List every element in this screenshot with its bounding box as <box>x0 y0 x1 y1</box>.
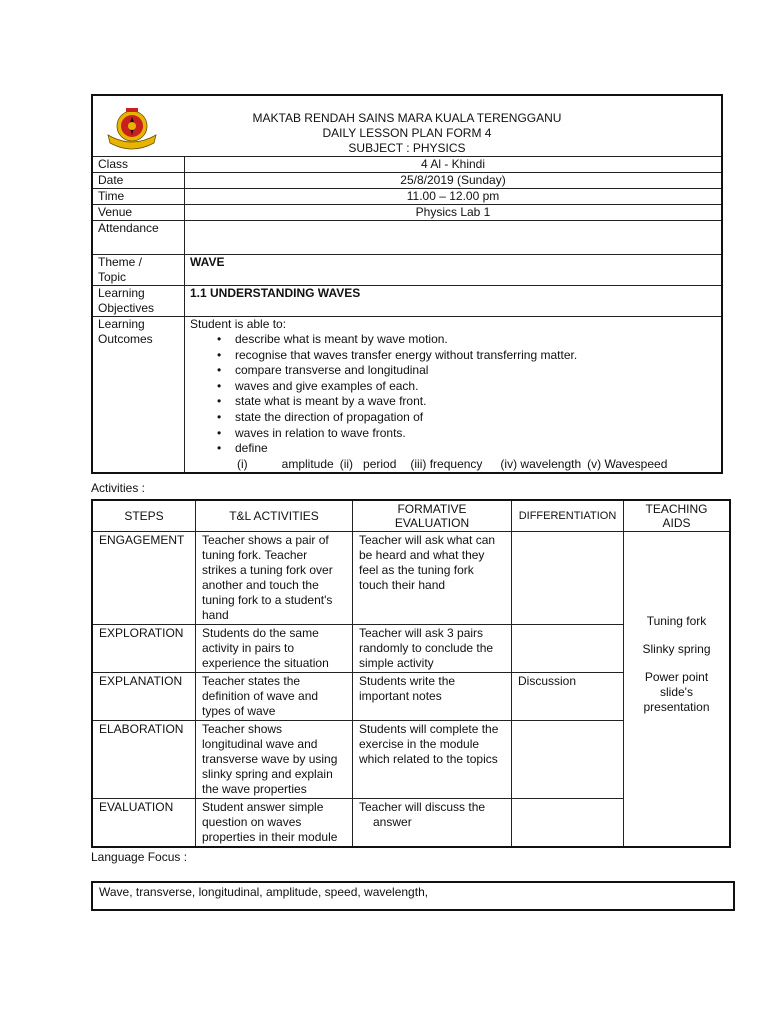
tl-line: question on waves <box>202 815 302 829</box>
tl-line: types of wave <box>202 704 276 718</box>
language-focus-label: Language Focus : <box>91 850 188 864</box>
time-row <box>92 189 722 205</box>
tl-line: Teacher shows <box>202 722 283 736</box>
eval-line: be heard and what they <box>359 548 485 562</box>
define-item: (iii) frequency <box>410 456 483 471</box>
activities-header-row <box>92 500 730 532</box>
tl-line: definition of wave and <box>202 689 319 703</box>
list-item: • state the direction of propagation of <box>235 410 716 426</box>
tl-activities-header: T&L ACTIVITIES <box>196 500 353 532</box>
tl-cell <box>196 799 353 848</box>
differentiation-cell <box>512 799 624 848</box>
date-row <box>92 173 722 189</box>
class-label: Class <box>92 157 185 173</box>
eval-line: which related to the topics <box>359 752 498 766</box>
define-item: period <box>363 456 397 471</box>
school-crest-logo <box>106 105 158 151</box>
school-name: MAKTAB RENDAH SAINS MARA KUALA TERENGGANU <box>252 111 562 125</box>
define-item: (i) <box>237 456 248 471</box>
evaluation-cell <box>353 799 512 848</box>
step-cell: EXPLORATION <box>92 625 196 673</box>
tl-line: slinky spring and explain <box>202 767 333 781</box>
subject-title: SUBJECT : PHYSICS <box>348 141 466 155</box>
objectives-row <box>92 286 722 317</box>
time-label: Time <box>92 189 185 205</box>
eval-line: exercise in the module <box>359 737 480 751</box>
tl-line: properties in their module <box>202 830 338 844</box>
steps-header: STEPS <box>92 500 196 532</box>
evaluation-cell <box>353 721 512 799</box>
aids-header-line2: AIDS <box>662 516 691 530</box>
outcomes-label <box>92 317 185 474</box>
venue-row <box>92 205 722 221</box>
attendance-label: Attendance <box>92 221 185 255</box>
theme-label-line2: Topic <box>98 270 127 284</box>
aid-item: slide's <box>660 684 693 699</box>
tl-line: hand <box>202 608 229 622</box>
attendance-value <box>185 221 723 255</box>
tl-line: Students do the same <box>202 626 319 640</box>
aid-item: Power point <box>644 669 709 684</box>
step-cell: ENGAGEMENT <box>92 532 196 625</box>
class-row <box>92 157 722 173</box>
tl-cell <box>196 673 353 721</box>
tl-line: Teacher shows a pair of <box>202 533 329 547</box>
tl-line: transverse wave by using <box>202 752 338 766</box>
differentiation-cell: Discussion <box>512 673 624 721</box>
objectives-label <box>92 286 185 317</box>
formative-header-line2: EVALUATION <box>394 516 470 530</box>
eval-line: Teacher will discuss the <box>359 800 486 814</box>
tl-line: tuning fork to a student's <box>202 593 333 607</box>
eval-line: Teacher will ask 3 pairs <box>359 626 484 640</box>
venue-value: Physics Lab 1 <box>185 205 723 221</box>
eval-line: important notes <box>359 689 442 703</box>
list-item: • waves and give examples of each. <box>235 379 716 395</box>
list-item: • state what is meant by a wave front. <box>235 394 716 410</box>
list-item: • recognise that waves transfer energy without transferring matter. <box>235 348 716 364</box>
step-cell: ELABORATION <box>92 721 196 799</box>
evaluation-cell <box>353 532 512 625</box>
tl-cell <box>196 721 353 799</box>
date-label: Date <box>92 173 185 189</box>
activities-label: Activities : <box>91 481 146 495</box>
outcomes-list <box>190 332 716 457</box>
outcomes-row <box>92 317 722 474</box>
aid-item: Tuning fork <box>646 613 707 628</box>
aid-item: presentation <box>643 699 710 714</box>
class-value: 4 Al - Khindi <box>185 157 723 173</box>
tl-line: Teacher states the <box>202 674 301 688</box>
define-item: amplitude <box>281 456 334 471</box>
outcomes-value <box>185 317 723 474</box>
define-item: (v) Wavespeed <box>587 456 668 471</box>
activities-table <box>91 499 731 848</box>
document-header <box>92 95 722 157</box>
evaluation-cell <box>353 673 512 721</box>
date-value: 25/8/2019 (Sunday) <box>185 173 723 189</box>
eval-line: Teacher will ask what can <box>359 533 496 547</box>
formative-header-line1: FORMATIVE <box>397 502 467 516</box>
time-value: 11.00 – 12.00 pm <box>185 189 723 205</box>
formative-evaluation-header <box>353 500 512 532</box>
tl-line: strikes a tuning fork over <box>202 563 333 577</box>
tl-line: activity in pairs to <box>202 641 295 655</box>
aid-item: Slinky spring <box>642 641 711 656</box>
teaching-aids-cell <box>624 532 731 848</box>
theme-value: WAVE <box>185 255 723 286</box>
outcomes-intro: Student is able to: <box>190 317 287 331</box>
theme-label-line1: Theme / <box>98 255 143 269</box>
eval-line: answer <box>373 815 412 829</box>
objectives-value: 1.1 UNDERSTANDING WAVES <box>185 286 723 317</box>
tl-line: longitudinal wave and <box>202 737 318 751</box>
tl-line: experience the situation <box>202 656 329 670</box>
plan-title: DAILY LESSON PLAN FORM 4 <box>322 126 492 140</box>
tl-line: tuning fork. Teacher <box>202 548 308 562</box>
objectives-label-line1: Learning <box>98 286 145 300</box>
eval-line: Students write the <box>359 674 456 688</box>
aids-header-line1: TEACHING <box>645 502 708 516</box>
outcomes-label-line1: Learning <box>98 317 145 331</box>
eval-line: Students will complete the <box>359 722 499 736</box>
differentiation-cell <box>512 625 624 673</box>
venue-label: Venue <box>92 205 185 221</box>
table-row <box>92 532 730 625</box>
tl-line: another and touch the <box>202 578 319 592</box>
list-item: • define <box>235 441 716 457</box>
list-item: • compare transverse and longitudinal <box>235 363 716 379</box>
step-cell: EVALUATION <box>92 799 196 848</box>
attendance-row <box>92 221 722 255</box>
eval-line: feel as the tuning fork <box>359 563 474 577</box>
tl-cell <box>196 532 353 625</box>
language-focus-value: Wave, transverse, longitudinal, amplitude, speed, wavelength, <box>91 881 735 911</box>
lesson-info-table <box>91 94 723 474</box>
eval-line: randomly to conclude the <box>359 641 494 655</box>
evaluation-cell <box>353 625 512 673</box>
tl-cell <box>196 625 353 673</box>
define-item: (ii) <box>339 456 354 471</box>
theme-row <box>92 255 722 286</box>
theme-label <box>92 255 185 286</box>
define-item: (iv) wavelength <box>500 456 582 471</box>
eval-line: touch their hand <box>359 578 446 592</box>
differentiation-header: DIFFERENTIATION <box>512 500 624 532</box>
differentiation-cell <box>512 721 624 799</box>
eval-line: simple activity <box>359 656 434 670</box>
objectives-label-line2: Objectives <box>98 301 155 315</box>
outcomes-label-line2: Outcomes <box>98 332 153 346</box>
tl-line: Student answer simple <box>202 800 324 814</box>
tl-line: the wave properties <box>202 782 307 796</box>
step-cell: EXPLANATION <box>92 673 196 721</box>
teaching-aids-header <box>624 500 731 532</box>
list-item: • describe what is meant by wave motion. <box>235 332 716 348</box>
list-item: • waves in relation to wave fronts. <box>235 426 716 442</box>
differentiation-cell <box>512 532 624 625</box>
define-terms-line <box>190 457 716 473</box>
